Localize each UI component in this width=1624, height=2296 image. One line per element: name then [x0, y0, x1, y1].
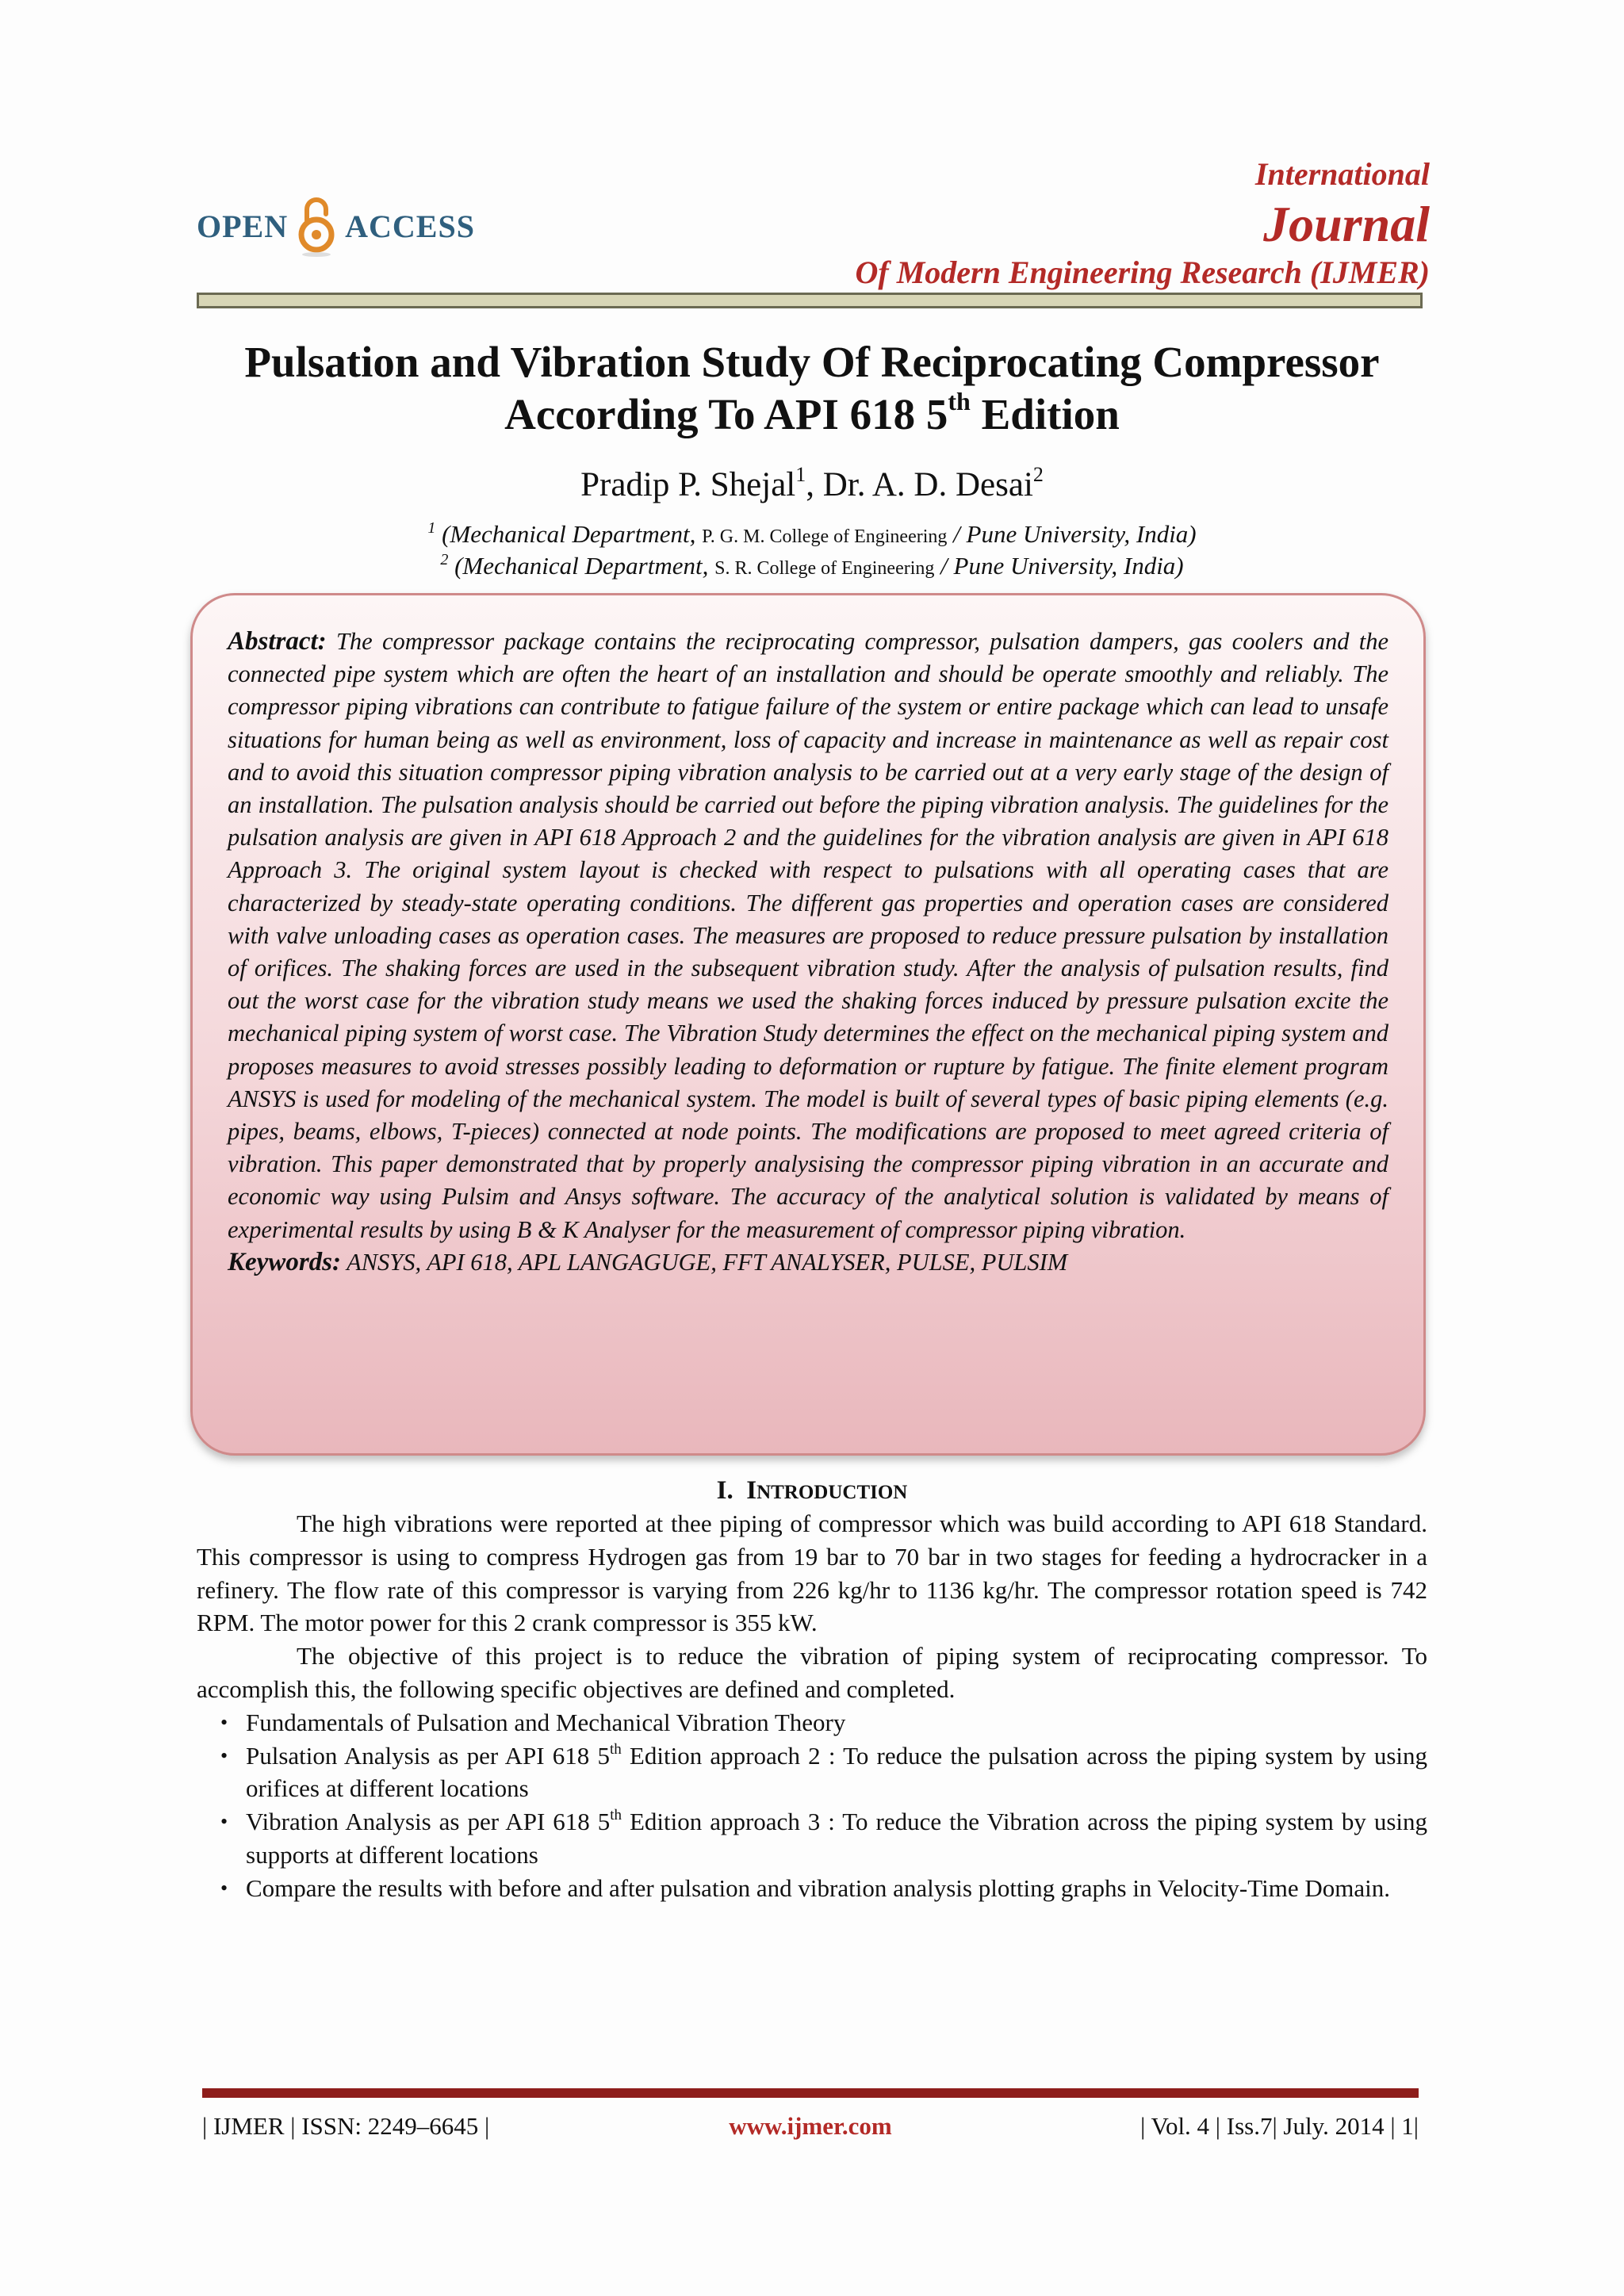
list-item	[197, 1805, 1427, 1872]
list-item-text: Fundamentals of Pulsation and Mechanical Vibration Theory	[246, 1708, 846, 1736]
open-access-lock-icon	[296, 193, 337, 258]
footer-website-link[interactable]: www.ijmer.com	[729, 2112, 892, 2140]
author-list	[197, 465, 1427, 506]
title-line-2	[197, 388, 1427, 441]
journal-masthead	[855, 155, 1430, 292]
paper-title	[197, 336, 1427, 441]
bullet-icon: •	[220, 1876, 228, 1900]
list-item-text-end: Edition approach 3 : To reduce the Vibration across the piping system by using supports at different locations	[246, 1808, 1428, 1869]
author-2: Dr. A. D. Desai	[822, 466, 1033, 503]
list-item	[197, 1872, 1427, 1905]
keywords-text: ANSYS, API 618, APL LANGAGUGE, FFT ANALYSER, PULSE, PULSIM	[347, 1248, 1068, 1276]
affiliation-college: S. R. College of Engineering	[714, 558, 935, 579]
open-access-label-right: ACCESS	[345, 208, 475, 244]
footer-volume-page: | Vol. 4 | Iss.7| July. 2014 | 1|	[1140, 2112, 1419, 2140]
list-item	[197, 1706, 1427, 1739]
affiliation-university: / Pune University, India)	[953, 520, 1197, 548]
affiliation-college: P. G. M. College of Engineering	[702, 526, 948, 547]
title-line-2-end: Edition	[970, 390, 1120, 438]
introduction-body	[197, 1507, 1427, 1905]
list-item-superscript: th	[609, 1740, 622, 1758]
title-line-1: Pulsation and Vibration Study Of Reciprocating Compressor	[244, 338, 1380, 386]
journal-line-international: International	[1254, 156, 1430, 192]
affiliation-university: / Pune University, India)	[940, 552, 1184, 580]
abstract-text: The compressor package contains the reciprocating compressor, pulsation dampers, gas coolers and the connected pipe system which are often the heart of an installation and should be operate smoothly and reliably. The compressor piping vibrations can contribute to fatigue failure of the system or entire package which can lead to unsafe situations for human being as well as environment, loss of capacity and increase in maintenance as well as repair cost and to avoid this situation compressor piping vibration analysis to be carried out at a very early stage of the design of an installation. The pulsation analysis should be carried out before the piping vibration analysis. The guidelines for the pulsation analysis are given in API 618 Approach 2 and the guidelines for the vibration analysis are given in API 618 Approach 3. The original system layout is checked with respect to pulsations with all operating cases that are characterized by steady-state operating conditions. The different gas properties and operation cases are considered with valve unloading cases as operation cases. The measures are proposed to reduce pressure pulsation by installation of orifices. The shaking forces are used in the subsequent vibration study. After the analysis of pulsation results, find out the worst case for the vibration study means we used the shaking forces induced by pressure pulsation excite the mechanical piping system of worst case. The Vibration Study determines the effect on the mechanical piping system and proposes measures to avoid stresses possibly leading to deformation or rupture by fatigue. The finite element program ANSYS is used for modeling of the mechanical system. The model is built of several types of basic piping elements (e.g. pipes, beams, elbows, T-pieces) connected at node points. The modifications are proposed to meet agreed criteria of vibration. This paper demonstrated that by properly analysising the compressor piping vibration in an accurate and economic way using Pulsim and Ansys software. The accuracy of the analytical solution is validated by means of experimental results by using B & K Analyser for the measurement of compressor piping vibration.	[228, 628, 1389, 1243]
affiliation-dept: (Mechanical Department,	[454, 552, 709, 580]
affiliation-2	[197, 550, 1427, 584]
affiliation-mark: 2	[440, 551, 449, 568]
list-item	[197, 1739, 1427, 1806]
list-item-text: Pulsation Analysis as per API 618 5	[246, 1741, 610, 1770]
journal-line-full-name: Of Modern Engineering Research (IJMER)	[855, 254, 1430, 290]
page-footer	[202, 2110, 1419, 2142]
author-1-affil-mark: 1	[795, 463, 806, 486]
keywords-line	[228, 1246, 1388, 1279]
header-divider	[197, 293, 1423, 308]
intro-paragraph-2: The objective of this project is to reduce the vibration of piping system of reciprocating compressor. To accomplish this, the following specific objectives are defined and completed.	[197, 1642, 1427, 1703]
title-line-2-text: According To API 618 5	[504, 390, 948, 438]
open-access-logo	[197, 198, 475, 254]
list-item-text: Vibration Analysis as per API 618 5	[246, 1808, 611, 1836]
footer-divider	[202, 2088, 1419, 2098]
abstract-label: Abstract:	[228, 627, 327, 656]
abstract-box	[190, 593, 1426, 1456]
section-title-initial: I	[746, 1476, 757, 1505]
bullet-icon: •	[220, 1810, 228, 1834]
section-number: I.	[716, 1476, 733, 1505]
open-access-label-left: OPEN	[197, 208, 289, 244]
abstract-body	[228, 626, 1388, 1246]
journal-line-journal: Journal	[1263, 196, 1430, 252]
bullet-icon: •	[220, 1710, 228, 1734]
footer-issn: | IJMER | ISSN: 2249–6645 |	[202, 2112, 490, 2140]
bullet-icon: •	[220, 1743, 228, 1767]
author-separator: ,	[806, 466, 823, 503]
list-item-text: Compare the results with before and after pulsation and vibration analysis plotting graphs in Velocity-Time Domain.	[246, 1873, 1390, 1902]
list-item-superscript: th	[610, 1807, 622, 1824]
affiliation-1	[197, 519, 1427, 553]
section-heading-introduction	[197, 1475, 1427, 1509]
affiliation-mark: 1	[427, 519, 436, 537]
objectives-list	[197, 1706, 1427, 1905]
keywords-label: Keywords:	[228, 1247, 341, 1276]
author-1: Pradip P. Shejal	[580, 466, 796, 503]
section-title-rest: NTRODUCTION	[756, 1482, 908, 1503]
author-2-affil-mark: 2	[1032, 463, 1044, 486]
intro-paragraph-1: The high vibrations were reported at thee piping of compressor which was build according to API 618 Standard. This compressor is using to compress Hydrogen gas from 19 bar to 70 bar in two stages for feeding a hydrocracker in a refinery. The flow rate of this compressor is varying from 226 kg/hr to 1136 kg/hr. The compressor rotation speed is 742 RPM. The motor power for this 2 crank compressor is 355 kW.	[197, 1510, 1427, 1637]
affiliation-dept: (Mechanical Department,	[442, 520, 696, 548]
list-item-text-end: Edition approach 2 : To reduce the pulsation across the piping system by using orifices at different locations	[246, 1741, 1427, 1803]
title-superscript: th	[948, 387, 971, 415]
